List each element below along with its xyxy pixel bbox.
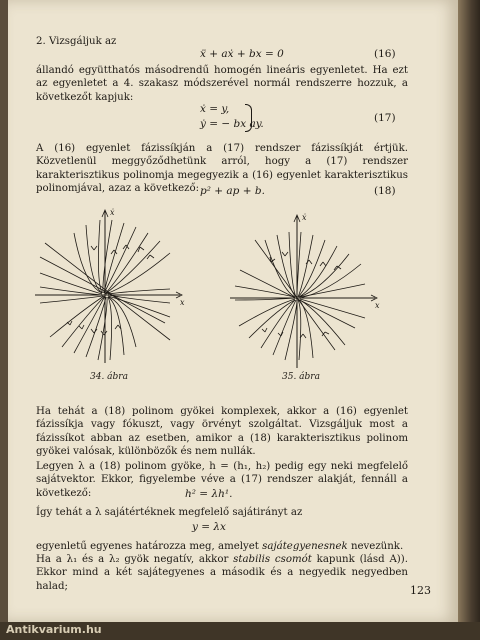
paragraph-5: Így tehát a λ sajátértéknek megfelelő sajátirányt az (36, 507, 303, 518)
equation-y: y = λx (192, 521, 226, 533)
paragraph-3: Ha tehát a (18) polinom gyökei komplexek, akkor a (16) egyenlet fázissíkja vagy fókuszt, vagy örvényt szolgáltat. Vizsgáljuk most a fázissíkot abban az esetben, amikor a (18) karakterisztikus polinom gyökei valósak, különbözők és nem nullák. (36, 406, 408, 458)
paragraph-7-text-a: Ha a λ₁ és a λ₂ gyök negatív, akkor (36, 554, 234, 565)
paragraph-6 (36, 540, 408, 553)
figure-34-phase-portrait (30, 205, 190, 365)
paragraph-2: A (16) egyenlet fázissíkján a (17) rendszer fázissíkját értjük. Közvetlenül meggyőződhetünk arról, hogy a (17) rendszer karakterisztikus polinomja megegyezik a (16) egyenlet karakterisztikus polinomjával, azaz a következő: (36, 143, 408, 195)
equation-18: p² + ap + b. (200, 185, 265, 197)
figure-35-trajectories (235, 232, 365, 360)
equation-16: ẍ + aẋ + bx = 0 (200, 48, 284, 60)
paragraph-1: állandó együtthatós másodrendű homogén lineáris egyenletet. Ha ezt az egyenletet a 4. szakasz módszerével normál rendszerre hozzuk, a következőt kapjuk: (36, 65, 408, 103)
equation-17-brace (245, 104, 252, 132)
watermark-text: Antikvarium.hu (6, 623, 102, 636)
figure-34-caption: 34. ábra (90, 372, 128, 382)
equation-16-number: (16) (374, 48, 396, 60)
figure-35-x-axis-label: x (375, 301, 380, 310)
equation-17-system (200, 102, 264, 132)
paragraph-7-emphasis: stabilis csomót (233, 554, 312, 565)
figure-34-x-axis-label: x (180, 298, 185, 307)
paragraph-7-text-b: kapunk (lásd A)). Ekkor mind a két sajátegyenes a második és a negyedik negyedben halad; (36, 554, 408, 592)
equation-18-number: (18) (374, 185, 396, 197)
figure-35-phase-portrait (225, 210, 385, 370)
paragraph-6-text-b: nevezünk. (347, 541, 404, 552)
item-heading: 2. Vizsgáljuk az (36, 36, 117, 47)
equation-17-line-2: ẏ = − bx ay. (200, 118, 264, 130)
equation-h: h² = λh¹. (185, 488, 233, 500)
figure-34-y-axis-label: ẋ (110, 208, 115, 217)
figure-35-y-axis-label: ẋ (302, 213, 307, 222)
paragraph-7 (36, 553, 408, 593)
paragraph-4: Legyen λ a (18) polinom gyöke, h = (h₁, h₂) pedig egy neki megfelelő sajátvektor. Ekkor, figyelembe véve a (17) rendszer alakját, fennáll a következő: (36, 461, 408, 499)
figure-35-caption: 35. ábra (282, 372, 320, 382)
book-spine (458, 0, 480, 622)
paragraph-6-text-a: egyenletű egyenes határozza meg, amelyet (36, 541, 263, 552)
page-number: 123 (410, 584, 431, 597)
paragraph-6-emphasis: sajátegyenesnek (262, 541, 348, 552)
equation-17-number: (17) (374, 112, 396, 124)
equation-17-line-1: ẋ = y, (200, 103, 230, 115)
